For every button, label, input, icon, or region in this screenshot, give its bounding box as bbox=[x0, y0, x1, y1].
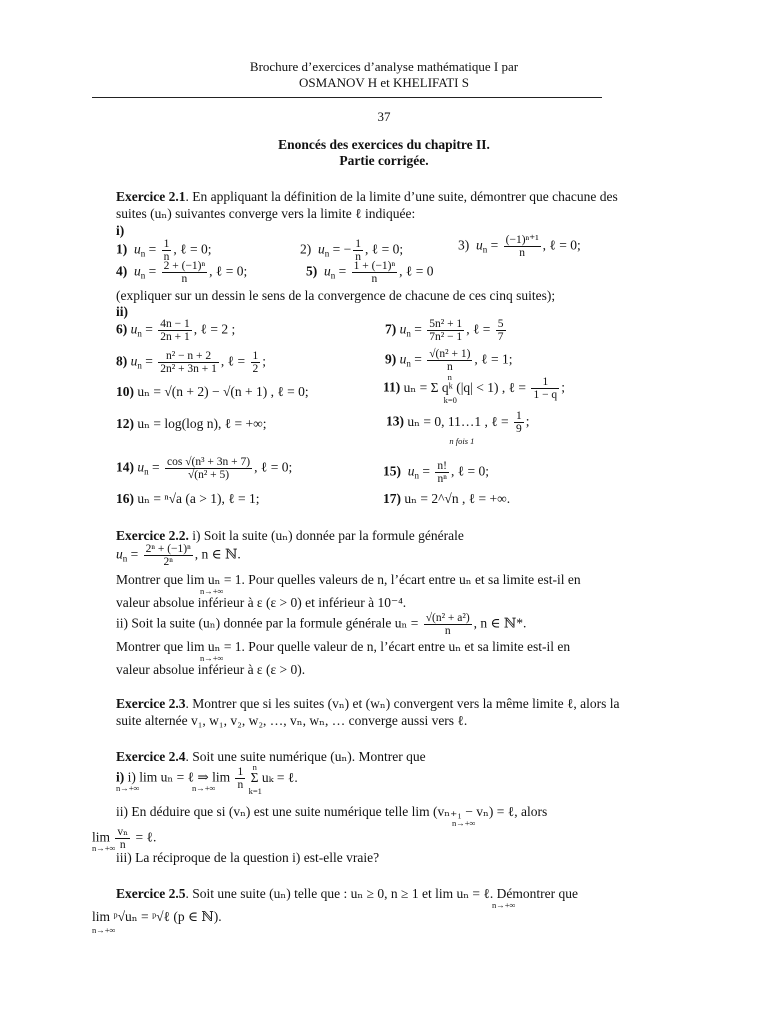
limit-subscript: n→+∞ bbox=[200, 653, 224, 663]
item-expression: uₙ = log(log n), ℓ = +∞; bbox=[137, 416, 267, 431]
limit-subscript: n→+∞ bbox=[92, 925, 116, 935]
ex24-label: Exercice 2.4 bbox=[116, 749, 186, 764]
brace-label: n fois 1 bbox=[449, 435, 475, 446]
fraction: $\frac{1}{n}$ bbox=[355, 238, 361, 264]
fraction: $\frac{4n - 1}{2n + 1}$ bbox=[160, 318, 190, 344]
fraction: $\frac{\text{√(n² + a²)}}{n}$ bbox=[425, 612, 470, 638]
item-label: 7) bbox=[385, 321, 397, 337]
page-number: 37 bbox=[377, 109, 391, 124]
fraction: $\frac{1}{n}$ bbox=[163, 238, 170, 264]
ex25-label: Exercice 2.5 bbox=[116, 886, 186, 901]
limit-subscript: n→+∞ bbox=[492, 900, 516, 910]
ex22-line-6: valeur absolue inférieur à ε (ε > 0). bbox=[116, 662, 306, 677]
fraction: $\frac{n!}{\text{nⁿ}}$ bbox=[437, 460, 447, 486]
ex21-intro1: . En appliquant la définition de la limite d’une suite, démontrer que chacune des bbox=[185, 189, 618, 204]
item-label: 2) bbox=[300, 241, 312, 257]
item-label: 16) bbox=[116, 491, 134, 506]
item-label: 15) bbox=[383, 463, 401, 479]
header-line-2: OSMANOV H et KHELIFATI S bbox=[299, 75, 469, 90]
fraction: $\frac{1}{2}$ bbox=[252, 350, 259, 376]
ex21-explain: (expliquer sur un dessin le sens de la convergence de chacune de ces cinq suites); bbox=[116, 288, 556, 303]
ex21-item-12 bbox=[116, 417, 267, 432]
header-rule bbox=[92, 97, 602, 98]
item-expression: uₙ = 2^√n , ℓ = +∞. bbox=[404, 491, 511, 506]
item-label: 12) bbox=[116, 416, 134, 431]
ex21-label: Exercice 2.1 bbox=[116, 189, 186, 204]
item-expression: uₙ = ⁿ√a (a > 1), ℓ = 1; bbox=[137, 491, 260, 506]
item-label: 6) bbox=[116, 321, 128, 337]
ex22-label: Exercice 2.2. bbox=[116, 528, 189, 543]
fraction: $\frac{\text{1 + (−1)ⁿ}}{n}$ bbox=[353, 260, 396, 286]
item-label: 9) bbox=[385, 351, 397, 367]
fraction: $\frac{\text{cos √(n³ + 3n + 7)}}{\text{√(n² + 5)}}$ bbox=[167, 456, 251, 482]
ex21-item-9: 9) $u_n$ = $\frac{\text{√(n² + 1)}}{n}$ , ℓ = 1; bbox=[385, 348, 513, 374]
ex23-line-2: suite alternée v₁, w₁, v₂, w₂, …, vₙ, wₙ, … converge aussi vers ℓ. bbox=[116, 713, 468, 728]
limit-subscript: n→+∞ bbox=[452, 818, 476, 828]
ex21-item-1: 1) $u_n$ = $\frac{1}{n}$ , ℓ = 0; bbox=[116, 238, 212, 264]
ex22-line-1: Exercice 2.2. i) Soit la suite (uₙ) donnée par la formule générale bbox=[116, 528, 464, 543]
limit-subscript: n→+∞ bbox=[92, 843, 116, 853]
ex24-limit-line: lim $\frac{\text{vₙ}}{n}$ = ℓ. n→+∞ bbox=[92, 826, 157, 853]
item-label: 3) bbox=[458, 237, 470, 253]
ex23-line-1: Exercice 2.3. Montrer que si les suites (vₙ) et (wₙ) convergent vers la même limite ℓ, alors la bbox=[116, 696, 620, 711]
ex21-item-11: 11) uₙ = Σ qᵏ (|q| < 1) , ℓ = n k=0 $\frac{1}{1 - q}$ ; bbox=[383, 371, 565, 405]
item-label: 11) bbox=[383, 379, 401, 395]
ex21-item-2: 2) $u_n$ = − $\frac{1}{n}$ , ℓ = 0; bbox=[300, 238, 404, 264]
ex25-line-1: Exercice 2.5. Soit une suite (uₙ) telle que : uₙ ≥ 0, n ≥ 1 et lim uₙ = ℓ. Démontrer que n→+∞ bbox=[116, 886, 578, 910]
ex23-label: Exercice 2.3 bbox=[116, 696, 186, 711]
fraction: $\frac{5}{7}$ bbox=[497, 318, 504, 344]
ex21-item-13: 13) uₙ = 0, 11…1 , ℓ = n fois 1 $\frac{1}{9}$ ; bbox=[386, 410, 530, 446]
ex21-item-7: 7) $u_n$ = $\frac{\text{5n² + 1}}{\text{7n² − 1}}$ , ℓ = $\frac{5}{7}$ bbox=[385, 318, 504, 344]
limit-subscript: n→+∞ bbox=[200, 586, 224, 596]
item-label: 14) bbox=[116, 459, 134, 475]
ex21-part-i: i) bbox=[116, 223, 125, 238]
item-label: 10) bbox=[116, 384, 134, 399]
ex22-formula: $u_n$ = $\frac{\text{2ⁿ + (−1)ⁿ}}{\text{2ⁿ}}$ , n ∈ ℕ. bbox=[116, 543, 241, 569]
ex24-part-ii: ii) En déduire que si (vₙ) est une suite numérique telle lim (vₙ₊₁ − vₙ) = ℓ, alors n→+∞ bbox=[116, 804, 548, 828]
ex21-item-6: 6) $u_n$ = $\frac{4n - 1}{2n + 1}$ , ℓ = 2 ; bbox=[116, 318, 236, 344]
ex21-item-16 bbox=[116, 492, 260, 507]
ex21-item-3: 3) $u_n$ = $\frac{\text{(−1)ⁿ⁺¹}}{n}$ , ℓ = 0; bbox=[458, 234, 581, 260]
fraction: $\frac{\text{√(n² + 1)}}{n}$ bbox=[429, 348, 471, 374]
item-expression: uₙ = √(n + 2) − √(n + 1) , ℓ = 0; bbox=[137, 384, 309, 399]
ex21-item-4: 4) $u_n$ = $\frac{\text{2 + (−1)ⁿ}}{n}$ , ℓ = 0; bbox=[116, 260, 248, 286]
fraction: $\frac{1}{9}$ bbox=[516, 410, 522, 436]
chapter-subtitle: Partie corrigée. bbox=[339, 153, 429, 168]
fraction: $\frac{\text{2ⁿ + (−1)ⁿ}}{\text{2ⁿ}}$ bbox=[145, 543, 191, 569]
ex21-item-15: 15) $u_n$ = $\frac{n!}{\text{nⁿ}}$ , ℓ = 0; bbox=[383, 460, 490, 486]
limit-subscript: n→+∞ bbox=[192, 783, 216, 793]
ex21-item-14: 14) $u_n$ = $\frac{\text{cos √(n³ + 3n + 7)}}{\text{√(n² + 5)}}$ , ℓ = 0; bbox=[116, 456, 293, 482]
ex22-line-4: ii) Soit la suite (uₙ) donnée par la formule générale uₙ = $\frac{\text{√(n² + a²)}}{n}$ , n ∈ ℕ*. bbox=[116, 612, 527, 638]
ex21-item-10 bbox=[116, 385, 309, 400]
item-label: 13) bbox=[386, 413, 404, 429]
item-label: 5) bbox=[306, 263, 318, 279]
fraction: $\frac{\text{2 + (−1)ⁿ}}{n}$ bbox=[163, 260, 206, 286]
item-expression: uₙ = 0, 11…1 , ℓ = bbox=[407, 413, 509, 429]
item-label: 4) bbox=[116, 263, 128, 279]
fraction: $\frac{\text{n² − n + 2}}{\text{2n² + 3n + 1}}$ bbox=[160, 350, 217, 376]
ex24-line-1: Exercice 2.4. Soit une suite numérique (uₙ). Montrer que bbox=[116, 749, 426, 764]
ex22-line-3: valeur absolue inférieur à ε (ε > 0) et inférieur à 10⁻⁴. bbox=[116, 595, 407, 610]
ex21-item-8: 8) $u_n$ = $\frac{\text{n² − n + 2}}{\text{2n² + 3n + 1}}$ , ℓ = $\frac{1}{2}$ ; bbox=[116, 350, 267, 376]
fraction: $\frac{\text{5n² + 1}}{\text{7n² − 1}}$ bbox=[429, 318, 463, 344]
fraction: $\frac{1}{1 - q}$ bbox=[533, 376, 558, 402]
item-label: 8) bbox=[116, 353, 128, 369]
ex22-line-2: Montrer que lim uₙ = 1. Pour quelles valeurs de n, l’écart entre uₙ et sa limite est-il en n→+∞ bbox=[116, 572, 581, 596]
header-line-1: Brochure d’exercices d’analyse mathématique I par bbox=[249, 59, 519, 74]
item-label: 1) bbox=[116, 241, 128, 257]
ex21-part-ii: ii) bbox=[116, 304, 128, 319]
fraction: $\frac{1}{n}$ bbox=[237, 766, 244, 792]
ex22-line-5: Montrer que lim uₙ = 1. Pour quelle valeur de n, l’écart entre uₙ et sa limite est-il en n→+∞ bbox=[116, 639, 571, 663]
chapter-title: Enoncés des exercices du chapitre II. bbox=[278, 137, 490, 152]
fraction: $\frac{\text{vₙ}}{n}$ bbox=[117, 826, 129, 852]
ex21-item-5: 5) $u_n$ = $\frac{\text{1 + (−1)ⁿ}}{n}$ , ℓ = 0 bbox=[306, 260, 434, 286]
ex25-line-2: lim ᵖ√uₙ = ᵖ√ℓ (p ∈ ℕ). n→+∞ bbox=[92, 909, 222, 935]
ex21-intro-line-1 bbox=[116, 190, 618, 205]
limit-subscript: n→+∞ bbox=[116, 783, 140, 793]
ex24-part-i: i) i) lim uₙ = ℓ ⇒ lim n→+∞ n→+∞ $\frac{1}{n}$ n k=1 Σ uₖ = ℓ. bbox=[116, 761, 298, 796]
ex21-intro-line-2: suites (uₙ) suivantes converge vers la limite ℓ indiquée: bbox=[116, 206, 416, 221]
ex24-part-iii: iii) La réciproque de la question i) est-elle vraie? bbox=[116, 850, 380, 865]
fraction: $\frac{\text{(−1)ⁿ⁺¹}}{n}$ bbox=[505, 234, 539, 260]
item-label: 17) bbox=[383, 491, 401, 506]
ex21-item-17 bbox=[383, 492, 510, 507]
item-expression: uₙ = Σ qᵏ (|q| < 1) , ℓ = bbox=[403, 379, 527, 395]
